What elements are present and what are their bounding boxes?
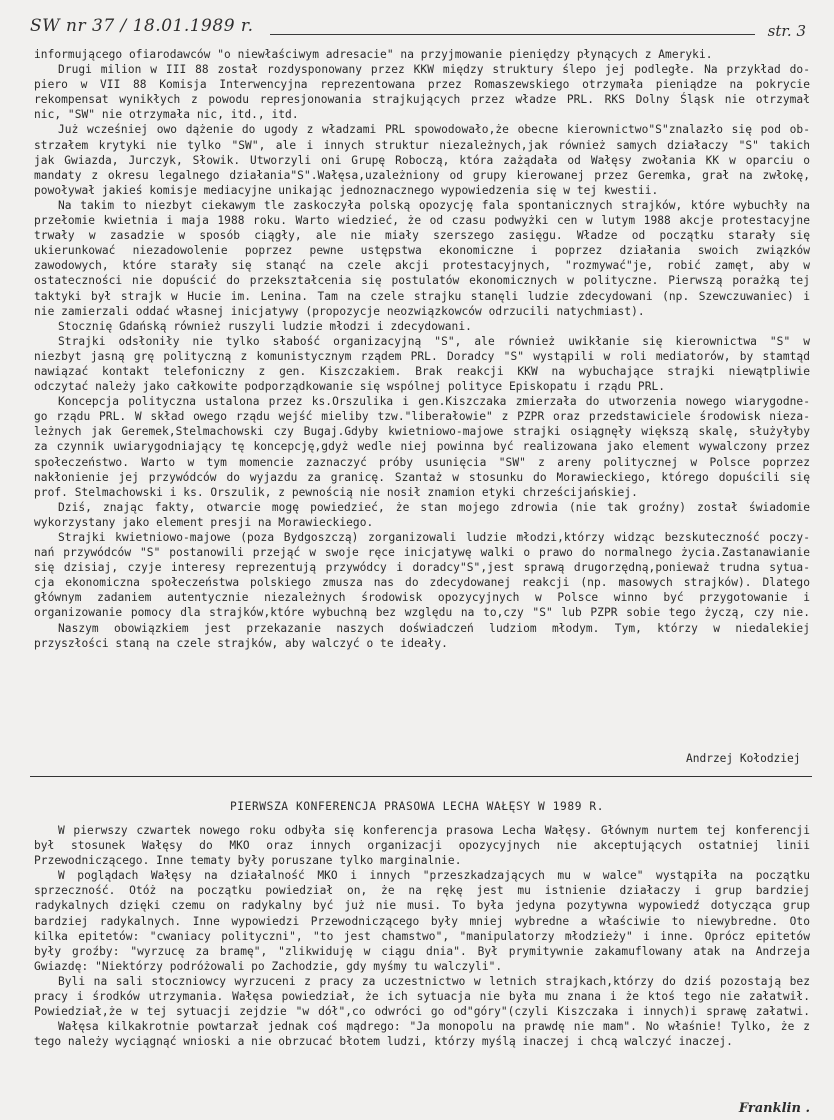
text-line: Strajki odsłoniły nie tylko słabość organizacyjną "S", ale również uwikłanie się kierownictwa "S" w [58,334,810,348]
text-line: był stosunek Wałęsy do MKO oraz innych organizacji opozycyjnych nie akceptujących ostatniej linii [34,839,810,853]
article-title: PIERWSZA KONFERENCJA PRASOWA LECHA WAŁĘSY W 1989 R. [229,800,605,813]
text-line: rekompensat wynikłych z powodu represjonowania strajkujących przez władze PRL. RKS Dolny Śląsk nie otrzymał [34,93,810,107]
text-line: nawiązać kontakt telefoniczny z gen. Kiszczakiem. Brak reakcji KKW na wybuchające strajki niewątpliwie [34,364,810,378]
text-line: nań przywódców "S" postanowili przejąć w swoje ręce inicjatywę walki o prawo do normalnego życia.Zastanawianie [34,546,810,560]
text-line: były groźby: "wyrzucę za bramę", "zlikwiduję w ciągu dnia". Był prymitywnie zakamuflowany atak na Andrzeja [34,944,810,958]
text-line: za czynnik uwiarygodniający tę koncepcję,gdyż wedle niej powinna być realizowana jako element wywalczony przez [34,440,810,454]
text-line: głównym zadaniem autentycznie niezależnych środowisk opozycyjnych w Polsce winno być przygotowanie i [34,591,810,605]
text-line: nie zamierzali oddać własnej inicjatywy (propozycje neozwiązkowców odrzucili natychmiast). [34,304,645,318]
text-line: Drugi milion w III 88 został rozdysponowany przez KKW między struktury ślepo jej podległe. Na przykład do- [58,63,810,77]
article-kolodziej [0,47,834,651]
text-line: ostateczności nie dopuścić do przekształcenia się postulatów ekonomicznych w polityczne. Pierwszą porażką tej [34,274,810,288]
header-rule [270,34,755,35]
text-line: zawodowych, które starały się stanąć na czele akcji protestacyjnych, "rozmywać"je, robić zamęt, aby w [34,259,810,273]
text-line: mandaty z okresu legalnego działania"S".Wałęsa,uzależniony od grupy kierowanej przez Geremka, grał na zwłokę, [34,168,810,182]
text-line: Gwiazdę: "Niektórzy podróżowali po Zachodzie, gdy myśmy tu walczyli". [34,959,503,973]
text-line: Dziś, znając fakty, otwarcie mogę powiedzieć, że stan mojego zdrowia (nie tak groźny) został świadomie [58,500,810,514]
text-line: się dzisiaj, czyje interesy reprezentują przywódcy i doradcy"S",jest sprawą drugorzędną,ponieważ trudna sytua- [34,561,810,575]
text-line: kilka epitetów: "cwaniacy polityczni", "to jest chamstwo", "manipulatorzy młodzieży" i inne. Oprócz epitetów [34,929,810,943]
text-line: Koncepcja polityczna ustalona przez ks.Orszulika i gen.Kiszczaka zmierzała do utworzenia nowego wiarygodne- [58,395,810,409]
text-line: Wałęsa kilkakrotnie powtarzał jednak coś mądrego: "Ja monopolu na prawdę nie mam". No właśnie! Tylko, że z [58,1020,810,1034]
text-line: ukierunkować niezadowolenie poprzez pewne ustępstwa ekonomiczne i poprzez działania swoich związków [34,244,810,258]
text-line: informującego ofiarodawców "o niewłaściwym adresacie" na przyjmowanie pieniędzy płynących z Ameryki. [34,48,713,61]
text-line: taktyki był strajk w Hucie im. Lenina. Tam na czele strajku stanęli ludzie zdecydowani (np. Szewczuwaniec) i [34,289,810,303]
text-line: nic, "SW" nie otrzymała nic, itd., itd. [34,108,299,122]
text-line: Naszym obowiązkiem jest przekazanie naszych doświadczeń ludziom młodym. Tym, którzy w niedalekiej [58,621,810,635]
text-line: Stocznię Gdańską również ruszyli ludzie młodzi i zdecydowani. [58,319,472,333]
text-line: radykalnych dzięki czemu on radykalny być już nie musi. To była jedyna pozytywna wypowiedź dotycząca grup [34,899,810,913]
text-line: bardziej radykalnych. Inne wypowiedzi Przewodniczącego były mniej wybredne a właściwie to niewybredne. Oto [34,914,810,928]
text-line: jak Gwiazda, Jurczyk, Słowik. Utworzyli oni Grupę Roboczą, która zażądała od Wałęsy zwołania KK w oparciu o [34,153,810,167]
text-line: prof. Stelmachowski i ks. Orszulik, z pewnością nie nosił znamion etyki chrześcijańskiej. [34,485,638,499]
article-author-signature: Franklin . [738,1101,810,1116]
text-line: powoływał jakieś komisje mediacyjne unikając jednoznacznego wypowiedzenia się w tej kwestii. [34,183,659,197]
text-line: pracy i środków utrzymania. Wałęsa powiedział, że ich sytuacja nie była mu znana i że ktoś tego nie załatwił. [34,990,810,1004]
text-line: W poglądach Wałęsy na działalność MKO i innych "przeszkadzających mu w walce" wystąpiła na początku [58,869,810,883]
text-line: tego należy wyciągnąć wnioski a nie obrzucać błotem ludzi, którzy myślą inaczej i chcą walczyć inaczej. [34,1035,733,1049]
article-walesa-conference [0,823,834,1049]
text-line: cja ekonomiczna społeczeństwa polskiego zmusza nas do zdecydowanej reakcji (np. masowych strajków). Dlatego [34,576,810,590]
article-author: Andrzej Kołodziej [686,752,801,765]
text-line: przełomie kwietnia i maja 1988 roku. Warto wiedzieć, że od czasu podwyżki cen w lutym 1988 akcje protestacyjne [34,214,810,228]
text-line: trwały w zasadzie w sposób ciągły, ale nie miały szerszego zasięgu. Władze od początku starały się [34,229,810,243]
text-line: społeczeństwo. Warto w tym momencie zaznaczyć próby usunięcia "SW" z areny politycznej w Polsce poprzez [34,455,810,469]
text-line: Byli na sali stoczniowcy wyrzuceni z pracy za uczestnictwo w letnich strajkach,którzy do dziś pozostają bez [58,974,810,988]
text-line: Już wcześniej owo dążenie do ugody z władzami PRL spowodowało,że obecne kierownictwo"S"znalazło się pod ob- [58,123,810,137]
text-line: Powiedział,że w tej sytuacji zejdzie "w dół",co odwróci go od"góry"(czyli Kiszczaka i innych)i sprawę załatwi. [34,1005,810,1019]
text-line: strzałem krytyki nie tylko "SW", ale i innych struktur niezależnych,jak również samych działaczy "S" takich [34,138,810,152]
issue-number: SW nr 37 / 18.01.1989 r. [30,16,254,36]
text-line: nakłonienie jej przywódców do wyjazdu za granicę. Szantaż w stosunku do Morawieckiego, którego dopuścili się [34,470,810,484]
text-line: odczytać należy jako całkowite podporządkowanie się wspólnej polityce Episkopatu i rządu PRL. [34,380,666,394]
text-line: przyszłości staną na czele strajków, aby walczyć o te ideały. [34,636,448,650]
text-line: go rządu PRL. W skład owego rządu wejść mieliby tzw."liberałowie" z PZPR oraz przedstawiciele środowisk nieza- [34,410,810,424]
text-line: sprzeczność. Otóż na początku powiedział on, że na rękę jest mu istnienie działaczy i grup bardziej [34,884,810,898]
text-line: W pierwszy czwartek nowego roku odbyła się konferencja prasowa Lecha Wałęsy. Głównym nurtem tej konferencji [58,824,810,837]
text-line: niezbyt jasną grę polityczną z komunistycznym rządem PRL. Doradcy "S" wystąpili w roli mediatorów, by stamtąd [34,349,810,363]
text-line: piero w VII 88 Komisja Interwencyjna reprezentowana przez Romaszewskiego otrzymała pieniądze na pokrycie [34,78,810,92]
text-line: Na takim to niezbyt ciekawym tle zaskoczyła polską opozycję fala spontanicznych strajków, które wybuchły na [58,198,810,212]
page-header [30,14,820,44]
page-number: str. 3 [767,22,806,40]
text-line: organizowanie pomocy dla strajków,które wybuchną bez względu na to,czy "S" lub PZPR sobie tego życzą, czy nie. [34,606,810,620]
text-line: wykorzystany jako element presji na Morawieckiego. [34,515,374,529]
text-line: leżnych jak Geremek,Stelmachowski czy Bugaj.Gdyby kwietniowo-majowe strajki osiągnęły większą skalę, służyłyby [34,425,810,439]
text-line: Przewodniczącego. Inne tematy były poruszane tylko marginalnie. [34,854,462,868]
section-divider [30,776,812,777]
text-line: Strajki kwietniowo-majowe (poza Bydgoszczą) zorganizowali ludzie młodzi,którzy widząc bezskuteczność poczy- [58,531,810,544]
